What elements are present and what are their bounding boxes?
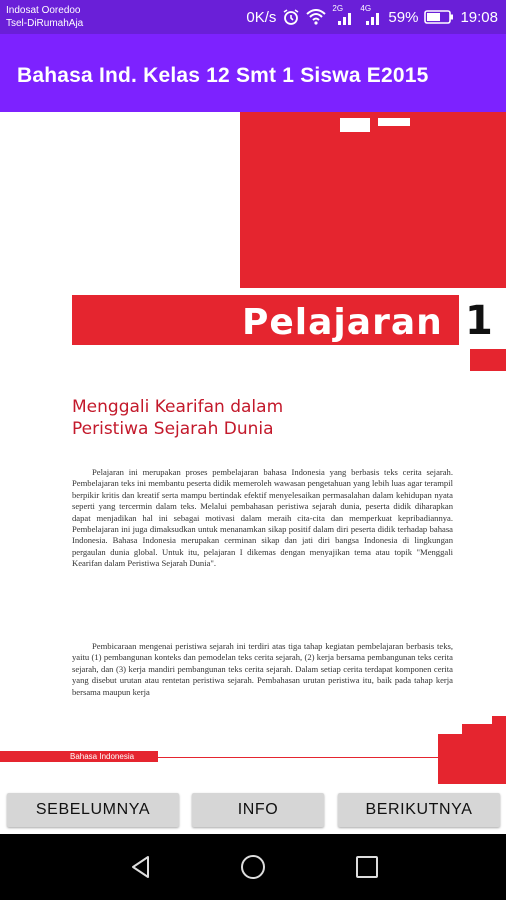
decor-bottom-right <box>438 734 506 784</box>
decor-white-notch <box>378 118 410 126</box>
decor-top-block <box>240 112 506 288</box>
signal-2 <box>360 4 382 25</box>
paragraph-1: Pelajaran ini merupakan proses pembelajaran bahasa Indonesia yang berbasis teks cerita sejarah. Pembelajaran teks ini membantu peserta didik memeroleh wawasan pengetahuan yang lebih luas agar terampil berpikir kritis dan kreatif serta mampu bertindak efektif menyelesaikan permasalahan dalam kehidupan nyata seperti yang tercermin dalam teks. Melalui pembahasan peristiwa sejarah dunia, peserta didik diharapkan dapat menjadikan hal ini sebagai motivasi dalam meraih cita-cita dan memperkuat kepribadiannya. Pembelajaran ini juga dimaksudkan untuk menanamkan sikap positif dalam diri peserta didik terhadap bahasa Indonesia. Bahasa Indonesia merupakan cerminan sikap dan jati diri bangsa Indonesia di lingkungan pergaulan dunia global. Untuk itu, pelajaran I dikemas dengan menyajikan tema atau topik "Menggali Kearifan dalam Peristiwa Sejarah Dunia". <box>72 467 453 569</box>
lesson-number: 1 <box>465 298 493 344</box>
app-bar <box>0 34 506 112</box>
previous-button[interactable]: SEBELUMNYA <box>7 793 179 827</box>
info-button[interactable]: INFO <box>192 793 324 827</box>
carrier-line-2: Tsel-DiRumahAja <box>6 18 84 29</box>
back-icon[interactable] <box>128 854 154 880</box>
lesson-label: Pelajaran <box>242 302 443 343</box>
alarm-icon <box>282 8 300 26</box>
chapter-heading <box>72 396 392 440</box>
carrier-info <box>6 4 83 30</box>
app-title: Bahasa Ind. Kelas 12 Smt 1 Siswa E2015 <box>17 64 429 87</box>
next-button[interactable]: BERIKUTNYA <box>338 793 500 827</box>
decor-bottom-step <box>492 716 506 726</box>
home-icon[interactable] <box>240 854 266 880</box>
wifi-icon <box>306 9 326 25</box>
footer-label: Bahasa Indonesia <box>70 752 135 761</box>
navigation-buttons <box>0 784 506 834</box>
status-icons <box>246 4 498 26</box>
decor-under-number <box>470 349 506 371</box>
recents-icon[interactable] <box>354 854 380 880</box>
battery-percent: 59% <box>388 8 419 26</box>
paragraph-2: Pembicaraan mengenai peristiwa sejarah ini terdiri atas tiga tahap kegiatan pembelajaran berbasis teks, yaitu (1) pembangunan konteks dan pemodelan teks cerita sejarah, (2) kerja bersama pembangunan teks cerita sejarah, dan (3) kerja mandiri pembangunan teks cerita sejarah. Dalam setiap cerita terdapat komponen cerita yang disebut urutan atau rentetan peristiwa sejarah. Pembahasan urutan peristiwa itu, baik pada tahap kerja bersama maupun kerja <box>72 641 453 697</box>
status-bar <box>0 0 506 34</box>
network-type-2: 4G <box>360 4 372 13</box>
footer-line <box>158 757 438 758</box>
system-nav-bar <box>0 834 506 900</box>
battery-icon <box>424 9 454 25</box>
signal-1 <box>332 4 354 25</box>
decor-white-notch <box>340 118 370 132</box>
carrier-line-1: Indosat Ooredoo <box>6 5 81 16</box>
heading-line-2: Peristiwa Sejarah Dunia <box>72 419 274 439</box>
clock: 19:08 <box>460 8 498 26</box>
heading-line-1: Menggali Kearifan dalam <box>72 397 284 417</box>
network-speed: 0K/s <box>246 8 277 26</box>
book-page[interactable] <box>0 112 506 784</box>
network-type-1: 2G <box>332 4 344 13</box>
